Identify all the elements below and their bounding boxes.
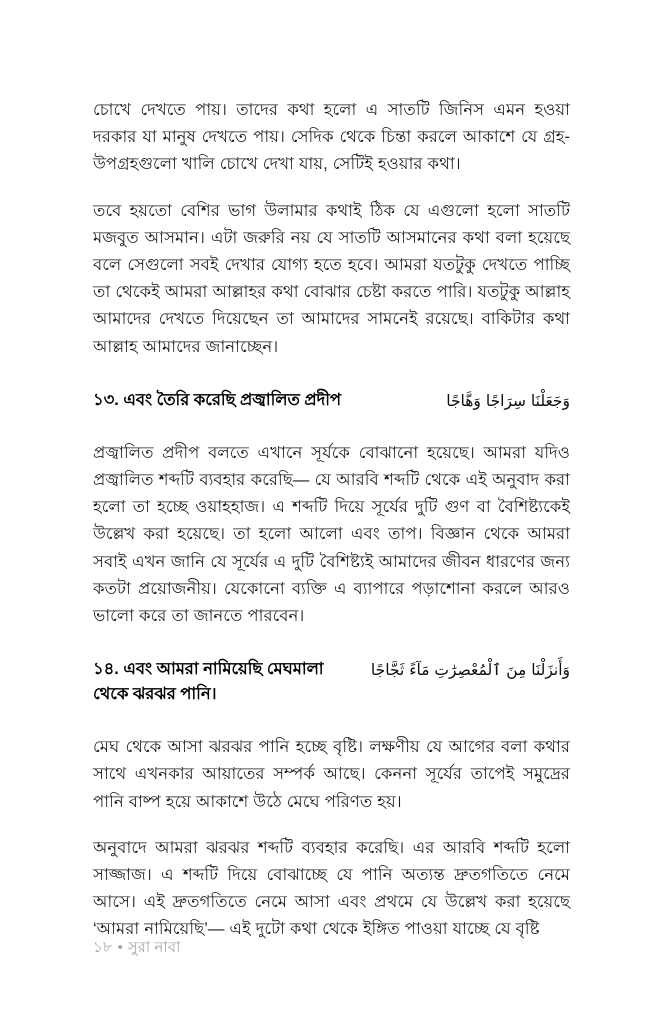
verse-heading-14 xyxy=(93,657,570,707)
footer-page-number: ১৮ xyxy=(93,939,113,956)
footer-chapter-name: সুরা নাবা xyxy=(127,939,181,956)
page-content xyxy=(93,96,570,943)
body-paragraph: মেঘ থেকে আসা ঝরঝর পানি হচ্ছে বৃষ্টি। লক্ষণীয় যে আগের বলা কথার সাথে এখনকার আয়াতের সম্পর্ক আছে। কেননা সূর্যের তাপেই সমুদ্রের পানি বাষ্প হয়ে আকাশে উঠে মেঘে পরিণত হয়। xyxy=(93,737,570,811)
body-paragraph: প্রজ্বালিত প্রদীপ বলতে এখানে সূর্যকে বোঝানো হয়েছে। আমরা যদিও প্রজ্বালিত শব্দটি ব্যবহার করেছি— যে আরবি শব্দটি থেকে এই অনুবাদ করা হলো তা হচ্ছে ওয়াহহাজ। এ শব্দটি দিয়ে সূর্যের দুটি গুণ বা বৈশিষ্ট্যকেই উল্লেখ করা হয়েছে। তা হলো আলো এবং তাপ। বিজ্ঞান থেকে আমরা সবাই এখন জানি যে সূর্যের এ দুটি বৈশিষ্ট্যই আমাদের জীবন ধারণের জন্য কতটা প্রয়োজনীয়। যেকোনো ব্যক্তি এ ব্যাপারে পড়াশোনা করলে আরও ভালো করে তা জানতে পারবেন। xyxy=(93,442,570,626)
footer-separator-dot: • xyxy=(117,939,123,956)
body-paragraph: তবে হয়তো বেশির ভাগ উলামার কথাই ঠিক যে এগুলো হলো সাতটি মজবুত আসমান। এটা জরুরি নয় যে সাতটি আসমানের কথা বলা হয়েছে বলে সেগুলো সবই দেখার যোগ্য হতে হবে। আমরা যতটুকু দেখতে পাচ্ছি তা থেকেই আমরা আল্লাহর কথা বোঝার চেষ্টা করতে পারি। যতটুকু আল্লাহ আমাদের দেখতে দিয়েছেন তা আমাদের সামনেই রয়েছে। বাকিটার কথা আল্লাহ আমাদের জানাচ্ছেন। xyxy=(93,200,570,356)
verse-heading-13 xyxy=(93,388,570,413)
verse-bengali-text: ১৪. এবং আমরা নামিয়েছি মেঘমালা থেকে ঝরঝর পানি। xyxy=(93,660,324,704)
page-footer xyxy=(93,938,180,958)
verse-arabic-text: وَجَعَلْنَا سِرَاجًا وَهَّاجًا xyxy=(446,391,570,410)
verse-bengali-text: ১৩. এবং তৈরি করেছি প্রজ্বালিত প্রদীপ xyxy=(93,390,342,409)
body-paragraph: চোখে দেখতে পায়। তাদের কথা হলো এ সাতটি জিনিস এমন হওয়া দরকার যা মানুষ দেখতে পায়। সেদিক থেকে চিন্তা করলে আকাশে যে গ্রহ-উপগ্রহগুলো খালি চোখে দেখা যায়, সেটিই হওয়ার কথা। xyxy=(93,100,570,174)
verse-arabic-text: وَأَنزَلْنَا مِنَ ٱلْمُعْصِرَٰتِ مَآءً ثَجَّاجًا xyxy=(370,661,570,680)
body-paragraph: অনুবাদে আমরা ঝরঝর শব্দটি ব্যবহার করেছি। এর আরবি শব্দটি হলো সাজ্জাজ। এ শব্দটি দিয়ে বোঝাচ্ছে যে পানি অত্যন্ত দ্রুতগতিতে নেমে আসে। এই দ্রুতগতিতে নেমে আসা এবং প্রথমে যে উল্লেখ করা হয়েছে ‘আমরা নামিয়েছি’— এই দুটো কথা থেকে ইঙ্গিত পাওয়া যাচ্ছে যে বৃষ্টি xyxy=(93,837,570,939)
